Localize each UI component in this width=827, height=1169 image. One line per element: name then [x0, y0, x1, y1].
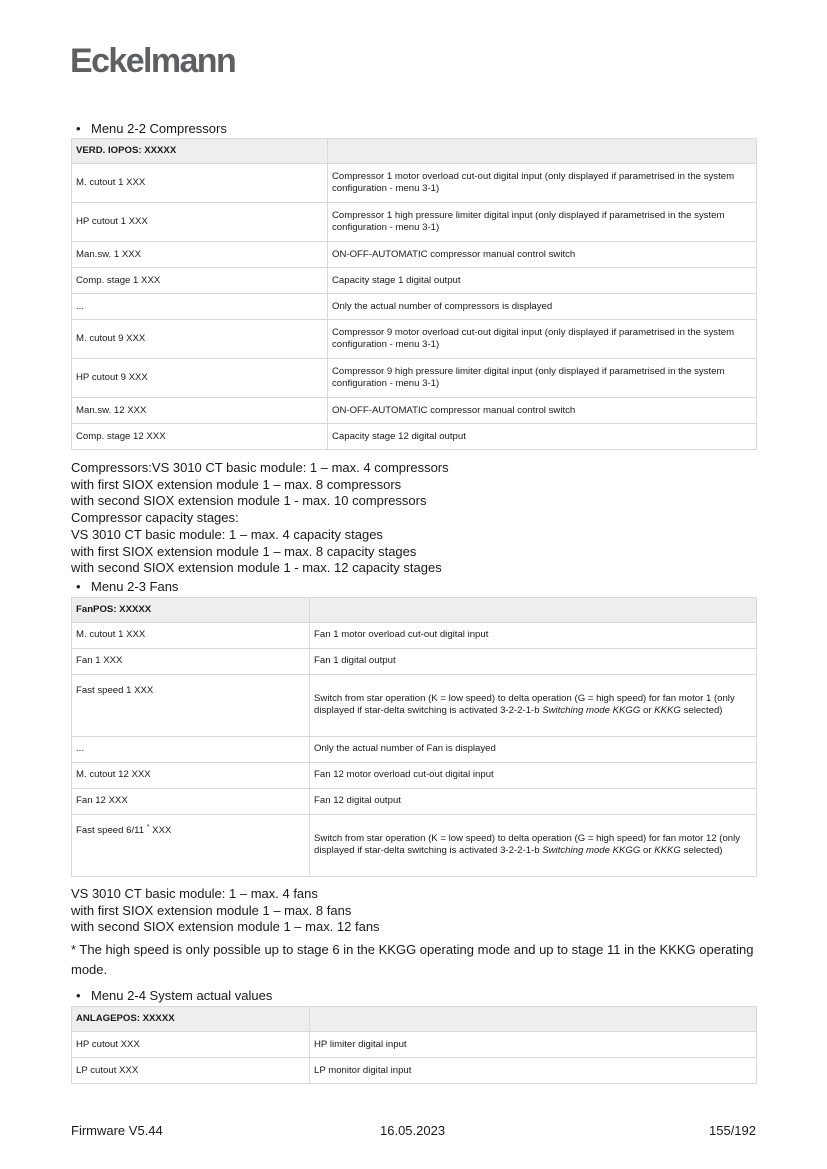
table-row [72, 814, 757, 876]
table-row [72, 762, 757, 788]
fans-table [71, 597, 757, 877]
table-row [72, 622, 757, 648]
note-line: Compressors:VS 3010 CT basic module: 1 – max. 4 compressors [71, 460, 449, 475]
table-row [72, 648, 757, 674]
table-cell-name: HP cutout XXX [72, 1032, 310, 1058]
table-cell-name: Comp. stage 12 XXX [72, 424, 328, 450]
table-row [72, 1032, 757, 1058]
table-row [72, 203, 757, 242]
system-heading-text: Menu 2-4 System actual values [91, 988, 273, 1004]
table-cell-name: HP cutout 9 XXX [72, 359, 328, 398]
table-cell-desc: Fan 12 digital output [310, 788, 757, 814]
fans-notes [71, 886, 756, 936]
note-line: VS 3010 CT basic module: 1 – max. 4 capacity stages [71, 526, 383, 542]
switching-mode-ref: Switching mode KKGG [542, 845, 641, 857]
table-header-cell: VERD. IOPOS: XXXXX [72, 139, 328, 164]
table-cell-desc: Compressor 1 motor overload cut-out digital input (only displayed if parametrised in the system configuration - menu 3-1) [328, 164, 757, 203]
note-line: VS 3010 CT basic module: 1 – max. 4 fans [71, 885, 318, 901]
table-cell-name: ... [72, 736, 310, 762]
note-line: with second SIOX extension module 1 - max. 10 compressors [71, 493, 427, 509]
table-cell-desc: Compressor 1 high pressure limiter digital input (only displayed if parametrised in the system configuration - menu 3-1) [328, 203, 757, 242]
table-cell-name: M. cutout 12 XXX [72, 762, 310, 788]
table-row [72, 268, 757, 294]
note-line: with first SIOX extension module 1 – max. 8 fans [71, 902, 352, 918]
table-row [72, 164, 757, 203]
table-header-row [72, 1007, 757, 1032]
table-cell-desc: Fan 12 motor overload cut-out digital input [310, 762, 757, 788]
table-header-cell: ANLAGEPOS: XXXXX [72, 1007, 310, 1032]
table-cell-desc: ON-OFF-AUTOMATIC compressor manual control switch [328, 398, 757, 424]
table-row [72, 736, 757, 762]
table-cell-name: Man.sw. 1 XXX [72, 242, 328, 268]
table-cell-desc: HP limiter digital input [310, 1032, 757, 1058]
table-cell-desc: Only the actual number of Fan is displayed [310, 736, 757, 762]
compressors-heading-text: Menu 2-2 Compressors [91, 121, 227, 136]
table-cell-name: Fast speed 6/11 * XXX [72, 814, 310, 876]
table-cell-name: M. cutout 1 XXX [72, 622, 310, 648]
table-cell-name: Comp. stage 1 XXX [72, 268, 328, 294]
table-cell-name: LP cutout XXX [72, 1058, 310, 1084]
table-row [72, 359, 757, 398]
system-heading: • Menu 2-4 System actual values [76, 988, 273, 1004]
table-cell-desc: Switch from star operation (K = low speed) to delta operation (G = high speed) for fan motor 1 (only displayed if star-delta switching is activated 3-2-2-1-b Switching mode KKGG or KKKG selected) [310, 674, 757, 736]
fans-heading-text: Menu 2-3 Fans [91, 578, 179, 594]
table-cell-desc: Only the actual number of compressors is displayed [328, 294, 757, 320]
table-row [72, 424, 757, 450]
compressors-table [71, 138, 757, 450]
table-cell-desc: Compressor 9 motor overload cut-out digital input (only displayed if parametrised in the system configuration - menu 3-1) [328, 320, 757, 359]
table-row [72, 788, 757, 814]
page-content [71, 120, 756, 1084]
table-row [72, 674, 757, 736]
switching-mode-ref: KKKG [654, 705, 681, 717]
table-header-row [72, 139, 757, 164]
table-cell-name: Fast speed 1 XXX [72, 674, 310, 736]
compressors-heading: • Menu 2-2 Compressors [76, 121, 227, 136]
high-speed-footnote: * The high speed is only possible up to stage 6 in the KKGG operating mode and up to stage 11 in the KKKG operating mode. [71, 942, 754, 978]
table-header-cell: FanPOS: XXXXX [72, 597, 310, 622]
table-cell-name: M. cutout 9 XXX [72, 320, 328, 359]
note-line: with first SIOX extension module 1 – max. 8 capacity stages [71, 543, 417, 559]
switching-mode-ref: Switching mode KKGG [542, 705, 641, 717]
table-header-row [72, 597, 757, 622]
note-line: Compressor capacity stages: [71, 510, 239, 526]
table-cell-desc: Compressor 9 high pressure limiter digital input (only displayed if parametrised in the system configuration - menu 3-1) [328, 359, 757, 398]
compressors-notes [71, 460, 756, 577]
table-cell-desc: Capacity stage 12 digital output [328, 424, 757, 450]
table-cell-desc: Fan 1 digital output [310, 648, 757, 674]
table-row [72, 294, 757, 320]
table-cell-desc: ON-OFF-AUTOMATIC compressor manual control switch [328, 242, 757, 268]
table-cell-name: HP cutout 1 XXX [72, 203, 328, 242]
note-line: with second SIOX extension module 1 - max. 12 capacity stages [71, 560, 442, 576]
footer-firmware: Firmware V5.44 [71, 1123, 163, 1138]
table-cell-name: Fan 12 XXX [72, 788, 310, 814]
table-cell-desc: Fan 1 motor overload cut-out digital input [310, 622, 757, 648]
table-cell-desc: LP monitor digital input [310, 1058, 757, 1084]
table-row [72, 1058, 757, 1084]
note-line: with second SIOX extension module 1 – max. 12 fans [71, 919, 380, 935]
table-row [72, 242, 757, 268]
eckelmann-logo: Eckelmann [70, 42, 236, 80]
table-cell-name: Fan 1 XXX [72, 648, 310, 674]
table-cell-name: ... [72, 294, 328, 320]
system-table [71, 1006, 757, 1084]
switching-mode-ref: KKKG [654, 845, 681, 857]
footer-page-number: 155/192 [709, 1123, 756, 1138]
table-cell-name: M. cutout 1 XXX [72, 164, 328, 203]
table-cell-desc: Switch from star operation (K = low speed) to delta operation (G = high speed) for fan motor 12 (only displayed if star-delta switching is activated 3-2-2-1-b Switching mode KKGG or KKKG selected) [310, 814, 757, 876]
table-row [72, 320, 757, 359]
table-cell-name: Man.sw. 12 XXX [72, 398, 328, 424]
footnote-marker: * [146, 823, 150, 831]
note-line: with first SIOX extension module 1 – max. 8 compressors [71, 476, 402, 492]
fans-heading: • Menu 2-3 Fans [76, 578, 179, 594]
footer-date: 16.05.2023 [380, 1123, 446, 1138]
table-row [72, 398, 757, 424]
table-cell-desc: Capacity stage 1 digital output [328, 268, 757, 294]
